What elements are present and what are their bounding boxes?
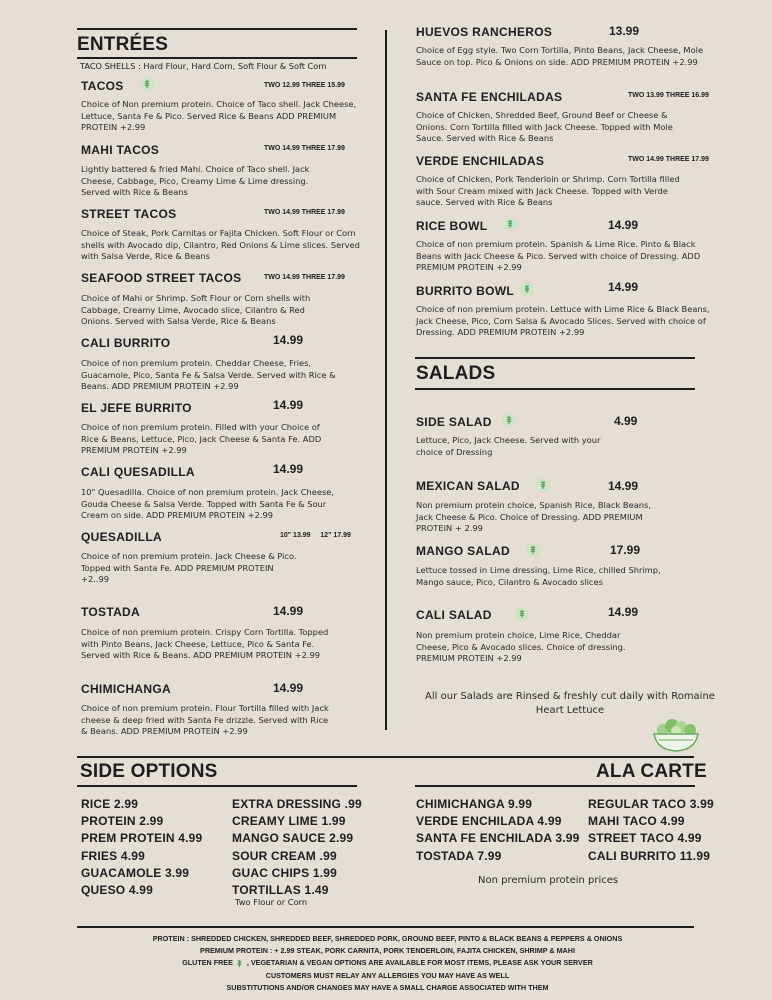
ala-carte-item: CALI BURRITO 11.99 — [588, 848, 711, 863]
menu-item-desc: Choice of non premium protein. Crispy Corn Tortilla. Topped with Pinto Beans, Jack Cheese, Lettuce, Pico & Santa Fe. Served with Rice & Beans. ADD PREMIUM PROTEIN +2.99 — [81, 627, 329, 660]
ala-carte-note: Non premium protein prices — [478, 875, 619, 886]
menu-item-name: VERDE ENCHILADAS — [416, 154, 545, 168]
menu-item-desc: Lightly battered & fried Mahi. Choice of Taco shell. Jack Cheese, Cabbage, Pico, Creamy Lime & Lime dressing. Served with Rice & Beans — [81, 164, 310, 197]
ala-carte-col1 — [416, 796, 580, 865]
menu-item-price: 14.99 — [608, 218, 639, 232]
salads-title: SALADS — [416, 363, 496, 384]
menu-item-price: 14.99 — [608, 280, 639, 294]
menu-item-price: TWO 12.99 THREE 15.99 — [264, 82, 345, 89]
menu-item-name: CALI SALAD — [416, 608, 492, 622]
gluten-free-icon — [515, 607, 529, 621]
footer-substitutions: SUBSTITUTIONS AND/OR CHANGES MAY HAVE A SMALL CHARGE ASSOCIATED WITH THEM — [226, 983, 549, 992]
side-option-item: FRIES 4.99 — [81, 848, 146, 863]
menu-item-desc: Choice of Steak, Pork Carnitas or Fajita Chicken. Soft Flour or Corn shells with Avocado dip, Cilantro, Red Onions & Lime slices. Served with Salsa Verde, Rice & Beans — [81, 228, 360, 261]
menu-item-price: TWO 14.99 THREE 17.99 — [628, 156, 709, 163]
footer-premium: PREMIUM PROTEIN : + 2.99 STEAK, PORK CARNITA, PORK TENDERLOIN, FAJITA CHICKEN, SHRIMP & MAHI — [200, 946, 575, 955]
menu-item-desc: Choice of non premium protein. Spanish & Lime Rice. Pinto & Black Beans with Jack Cheese & Pico. Served with choice of Dressing. ADD PREMIUM PROTEIN +2.99 — [416, 239, 701, 272]
side-options-col1 — [81, 796, 202, 899]
menu-item-price: 14.99 — [608, 605, 639, 619]
side-option-item: QUESO 4.99 — [81, 883, 154, 898]
menu-item-desc: Choice of Mahi or Shrimp. Soft Flour or Corn shells with Cabbage, Creamy Lime, Avocado slice, Cilantro & Red Onions. Served with Salsa Verde, Rice & Beans — [81, 293, 311, 326]
menu-item-name: BURRITO BOWL — [416, 284, 515, 298]
side-option-item: PREM PROTEIN 4.99 — [81, 831, 203, 846]
menu-item-desc: Lettuce tossed in Lime dressing, Lime Rice, chilled Shrimp, Mango sauce, Pico, Cilantro & Avocado slices — [416, 565, 661, 587]
menu-item-price: 14.99 — [273, 333, 304, 347]
wheat-leaf-icon — [235, 959, 245, 968]
menu-item-desc: Choice of non premium protein. Lettuce with Lime Rice & Black Beans, Jack Cheese, Pico, Corn Salsa & Avocado Slices. Served with choice of Dressing. ADD PREMIUM PROTEIN +2.99 — [416, 304, 710, 337]
side-option-item: RICE 2.99 — [81, 797, 139, 811]
side-options-title: SIDE OPTIONS — [80, 761, 218, 782]
gluten-free-icon — [140, 77, 154, 91]
menu-item-price: 10" 13.99 12" 17.99 — [280, 532, 351, 539]
menu-item-name: TACOS — [81, 79, 124, 93]
menu-item-price: 14.99 — [273, 398, 304, 412]
side-option-item: PROTEIN 2.99 — [81, 814, 164, 829]
menu-item-name: SEAFOOD STREET TACOS — [81, 271, 242, 285]
salad-bowl-icon — [650, 716, 702, 754]
side-option-item: GUACAMOLE 3.99 — [81, 865, 190, 880]
salads-top-rule — [415, 357, 695, 359]
menu-item-price: TWO 14.99 THREE 17.99 — [264, 145, 345, 152]
menu-item-price: 14.99 — [273, 462, 304, 476]
menu-item-desc: 10" Quesadilla. Choice of non premium protein. Jack Cheese, Gouda Cheese & Salsa Verde. Topped with Santa Fe & Sour Cream on side. ADD PREMIUM PROTEIN +2.99 — [81, 487, 335, 520]
menu-item-desc: Choice of Chicken, Shredded Beef, Ground Beef or Cheese & Onions. Corn Tortilla filled with Jack Cheese. Topped with Mole Sauce. Served with Rice & Beans — [416, 110, 673, 143]
tortillas-note: Two Flour or Corn — [235, 897, 308, 907]
menu-item-name: CALI BURRITO — [81, 336, 171, 350]
menu-item-price: TWO 14.99 THREE 17.99 — [264, 209, 345, 216]
side-options-col2 — [232, 796, 362, 899]
side-option-item: CREAMY LIME 1.99 — [232, 814, 346, 829]
gluten-free-icon — [520, 282, 534, 296]
gluten-free-icon — [503, 217, 517, 231]
side-option-item: MANGO SAUCE 2.99 — [232, 831, 354, 846]
ala-carte-item: STREET TACO 4.99 — [588, 831, 702, 846]
menu-item-desc: Choice of Non premium protein. Choice of Taco shell. Jack Cheese, Lettuce, Santa Fe & Pico. Served Rice & Beans ADD PREMIUM PROTEIN +2.99 — [81, 99, 357, 132]
footer-protein: PROTEIN : SHREDDED CHICKEN, SHREDDED BEEF, SHREDDED PORK, GROUND BEEF, PINTO & BLACK BEANS & PEPPERS & ONIONS — [152, 934, 623, 943]
menu-item-name: MEXICAN SALAD — [416, 479, 520, 493]
ala-carte-item: MAHI TACO 4.99 — [588, 814, 685, 829]
side-option-item: TORTILLAS 1.49 — [232, 883, 329, 898]
gluten-free-icon — [502, 413, 516, 427]
menu-item-desc: Lettuce, Pico, Jack Cheese. Served with your choice of Dressing — [416, 435, 601, 457]
menu-item-name: TOSTADA — [81, 605, 140, 619]
salads-note: All our Salads are Rinsed & freshly cut daily with Romaine Heart Lettuce — [425, 691, 715, 716]
gluten-free-icon — [526, 543, 540, 557]
menu-item-name: MANGO SALAD — [416, 544, 510, 558]
entrees-top-rule — [77, 28, 357, 30]
menu-item-price: TWO 13.99 THREE 16.99 — [628, 92, 709, 99]
gluten-free-rest: , VEGETARIAN & VEGAN OPTIONS ARE AVAILABLE FOR MOST ITEMS, PLEASE ASK YOUR SERVER — [246, 958, 593, 967]
menu-item-price: 4.99 — [614, 414, 638, 428]
ala-carte-item: REGULAR TACO 3.99 — [588, 797, 714, 811]
footer-gluten-line — [80, 958, 695, 968]
ala-carte-item: VERDE ENCHILADA 4.99 — [416, 814, 562, 829]
ala-carte-rule — [415, 785, 695, 787]
menu-item-price: 17.99 — [610, 543, 641, 557]
ala-carte-item: SANTA FE ENCHILADA 3.99 — [416, 831, 580, 846]
menu-item-desc: Non premium protein choice, Lime Rice, Cheddar Cheese, Pico & Avocado slices. Choice of dressing. PREMIUM PROTEIN +2.99 — [416, 630, 626, 663]
side-options-rule — [77, 785, 357, 787]
menu-item-name: CALI QUESADILLA — [81, 465, 195, 479]
ala-carte-col2 — [588, 796, 714, 865]
ala-carte-title: ALA CARTE — [596, 761, 707, 782]
footer-allergies: CUSTOMERS MUST RELAY ANY ALLERGIES YOU MAY HAVE AS WELL — [265, 971, 510, 980]
bottom-top-rule — [77, 756, 694, 758]
salads-title-rule — [415, 388, 695, 390]
ala-carte-item: TOSTADA 7.99 — [416, 848, 502, 863]
menu-item-name: SANTA FE ENCHILADAS — [416, 90, 563, 104]
gluten-free-label: GLUTEN FREE — [182, 958, 233, 967]
column-divider — [385, 30, 387, 730]
entrees-title-rule — [77, 57, 357, 59]
menu-item-price: 14.99 — [608, 479, 639, 493]
menu-item-name: MAHI TACOS — [81, 143, 160, 157]
menu-item-name: HUEVOS RANCHEROS — [416, 25, 553, 39]
menu-item-price: 14.99 — [273, 604, 304, 618]
menu-item-name: RICE BOWL — [416, 219, 488, 233]
side-option-item: SOUR CREAM .99 — [232, 848, 337, 863]
menu-item-name: CHIMICHANGA — [81, 682, 171, 696]
menu-item-desc: Choice of Egg style. Two Corn Tortilla, Pinto Beans, Jack Cheese, Mole Sauce on top. Pico & Onions on side. ADD PREMIUM PROTEIN +2.99 — [416, 45, 704, 67]
menu-item-desc: Choice of non premium protein. Filled with your Choice of Rice & Beans, Lettuce, Pico, Jack Cheese & Santa Fe. ADD PREMIUM PROTEIN +2.99 — [81, 422, 322, 455]
menu-item-name: EL JEFE BURRITO — [81, 401, 192, 415]
menu-item-desc: Non premium protein choice, Spanish Rice, Black Beans, Jack Cheese & Pico. Choice of Dressing. ADD PREMIUM PROTEIN + 2.99 — [416, 500, 652, 533]
menu-item-name: QUESADILLA — [81, 530, 162, 544]
menu-item-desc: Choice of non premium protein. Jack Cheese & Pico. Topped with Santa Fe. ADD PREMIUM PROTEIN +2..99 — [81, 551, 297, 584]
menu-item-name: STREET TACOS — [81, 207, 177, 221]
menu-item-name: SIDE SALAD — [416, 415, 492, 429]
side-option-item: EXTRA DRESSING .99 — [232, 797, 362, 811]
gluten-free-icon — [536, 478, 550, 492]
side-option-item: GUAC CHIPS 1.99 — [232, 865, 338, 880]
footer-rule — [77, 926, 694, 928]
menu-item-desc: Choice of non premium protein. Cheddar Cheese, Fries, Guacamole, Pico, Santa Fe & Salsa Verde. Served with Rice & Beans. ADD PREMIUM PROTEIN +2.99 — [81, 358, 336, 391]
menu-item-price: 13.99 — [609, 24, 640, 38]
menu-item-price: TWO 14.99 THREE 17.99 — [264, 274, 345, 281]
menu-item-desc: Choice of non premium protein. Flour Tortilla filled with Jack cheese & deep fried with Santa Fe drizzle. Served with Rice & Beans. ADD PREMIUM PROTEIN +2.99 — [81, 703, 329, 736]
menu-item-desc: Choice of Chicken, Pork Tenderloin or Shrimp. Corn Tortilla filled with Sour Cream mixed with Jack Cheese. Topped with Verde sauce. Served with Rice & Beans — [416, 174, 680, 207]
entrees-title: ENTRÉES — [77, 34, 169, 55]
taco-shells-note: TACO SHELLS : Hard Flour, Hard Corn, Soft Flour & Soft Corn — [80, 61, 327, 71]
menu-item-price: 14.99 — [273, 681, 304, 695]
ala-carte-item: CHIMICHANGA 9.99 — [416, 797, 533, 811]
